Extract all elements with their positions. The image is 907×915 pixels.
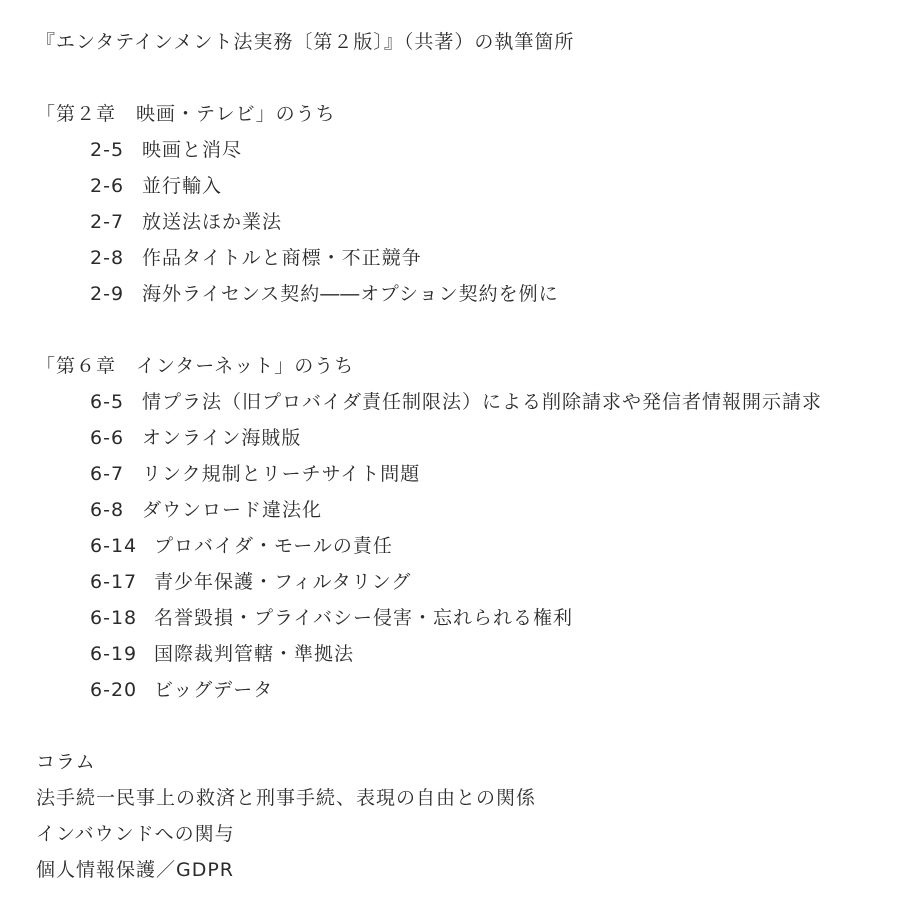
document-heading: 『エンタテインメント法実務〔第２版〕』（共著）の執筆箇所 xyxy=(36,31,575,53)
list-item xyxy=(90,642,354,666)
list-item xyxy=(90,570,411,594)
column-item: インバウンドへの関与 xyxy=(36,823,235,845)
item-number: 2-6 xyxy=(90,175,125,197)
item-number: 2-8 xyxy=(90,247,125,269)
item-title: リンク規制とリーチサイト問題 xyxy=(142,463,421,485)
item-number: 6-18 xyxy=(90,607,138,629)
item-number: 6-19 xyxy=(90,643,138,665)
item-number: 6-8 xyxy=(90,499,125,521)
column-item: 個人情報保護／GDPR xyxy=(36,859,235,881)
item-title: オンライン海賊版 xyxy=(142,427,302,449)
item-title: 放送法ほか業法 xyxy=(142,211,283,233)
list-item xyxy=(90,246,422,270)
column-item: 法手続一民事上の救済と刑事手続、表現の自由との関係 xyxy=(36,787,537,809)
list-item xyxy=(90,534,393,558)
item-title: プロバイダ・モールの責任 xyxy=(154,535,393,557)
item-title: 青少年保護・フィルタリング xyxy=(154,571,412,593)
list-item xyxy=(90,210,282,234)
list-item xyxy=(90,678,273,702)
item-number: 6-5 xyxy=(90,391,125,413)
chapter-2-heading: 「第２章 映画・テレビ」のうち xyxy=(36,103,336,125)
item-number: 6-17 xyxy=(90,571,138,593)
list-item xyxy=(90,390,822,414)
list-item xyxy=(90,462,420,486)
item-number: 2-9 xyxy=(90,283,125,305)
column-heading: コラム xyxy=(36,751,96,773)
item-title: ダウンロード違法化 xyxy=(142,499,323,521)
list-item xyxy=(90,174,222,198)
item-title: 海外ライセンス契約――オプション契約を例に xyxy=(142,283,559,305)
list-item xyxy=(90,498,322,522)
item-title: 情プラ法（旧プロバイダ責任制限法）による削除請求や発信者情報開示請求 xyxy=(142,391,823,413)
item-title: 名誉毀損・プライバシー侵害・忘れられる権利 xyxy=(154,607,574,629)
item-number: 6-6 xyxy=(90,427,125,449)
list-item xyxy=(90,426,301,450)
item-title: 国際裁判管轄・準拠法 xyxy=(154,643,355,665)
list-item xyxy=(90,138,242,162)
item-number: 6-7 xyxy=(90,463,125,485)
chapter-6-heading: 「第６章 インターネット」のうち xyxy=(36,355,355,377)
item-number: 6-14 xyxy=(90,535,138,557)
item-title: 並行輸入 xyxy=(142,175,223,197)
item-title: 作品タイトルと商標・不正競争 xyxy=(142,247,422,269)
item-number: 2-5 xyxy=(90,139,125,161)
item-title: 映画と消尽 xyxy=(142,139,243,161)
list-item xyxy=(90,282,559,306)
list-item xyxy=(90,606,573,630)
item-number: 2-7 xyxy=(90,211,125,233)
item-title: ビッグデータ xyxy=(154,679,274,701)
item-number: 6-20 xyxy=(90,679,138,701)
